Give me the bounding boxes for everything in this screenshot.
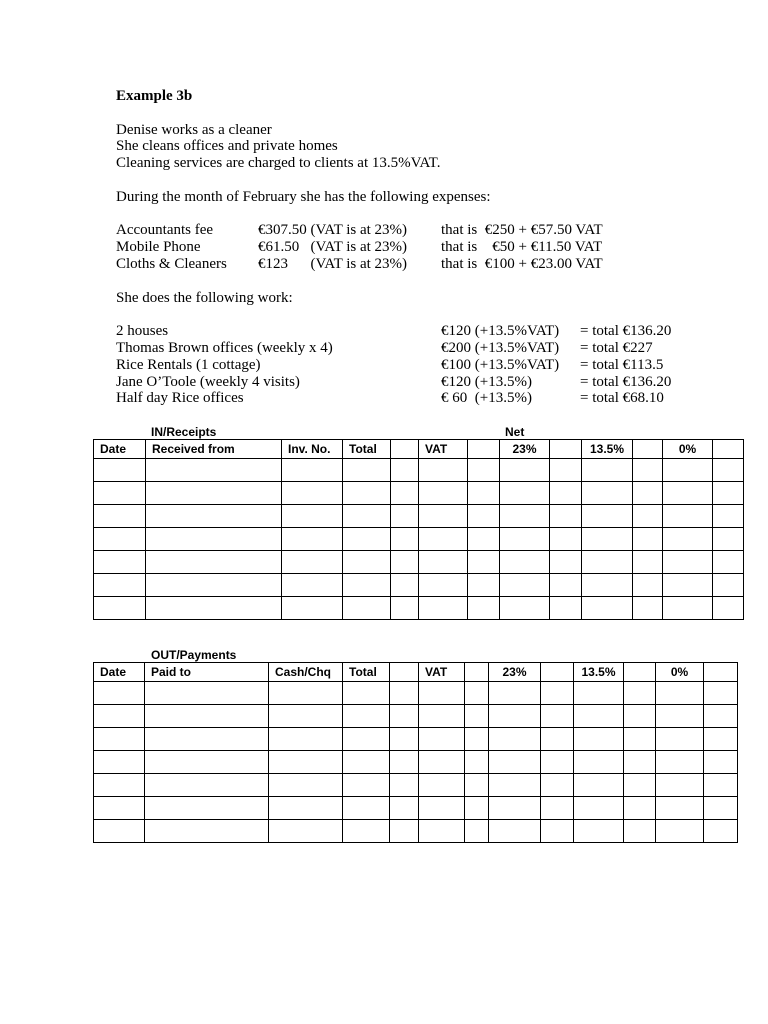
- header-blank: [633, 440, 663, 459]
- header-blank: [465, 663, 489, 682]
- intro-line: She cleans offices and private homes: [116, 138, 338, 154]
- table-row[interactable]: [94, 482, 744, 505]
- header-23: 23%: [489, 663, 541, 682]
- table-row[interactable]: [94, 682, 738, 705]
- intro-line: Denise works as a cleaner: [116, 122, 272, 138]
- out-payments-table: [93, 662, 738, 843]
- header-vat: VAT: [419, 440, 468, 459]
- expense-breakdown: that is €50 + €11.50 VAT: [441, 239, 603, 255]
- expense-name: Accountants fee: [116, 222, 214, 238]
- table-row[interactable]: [94, 574, 744, 597]
- in-table-net-label: Net: [505, 425, 525, 439]
- work-intro: She does the following work:: [116, 290, 293, 306]
- table-row[interactable]: [94, 459, 744, 482]
- work-charge: €120 (+13.5%VAT): [441, 323, 560, 339]
- expense-amount: €123 (VAT is at 23%): [258, 256, 408, 272]
- header-13-5: 13.5%: [574, 663, 624, 682]
- header-0: 0%: [663, 440, 713, 459]
- work-charge: €100 (+13.5%VAT): [441, 357, 560, 373]
- work-total: = total €113.5: [580, 357, 664, 373]
- work-name: Half day Rice offices: [116, 390, 244, 406]
- header-cash-chq: Cash/Chq: [269, 663, 343, 682]
- table-row[interactable]: [94, 551, 744, 574]
- header-blank: [390, 663, 419, 682]
- table-row[interactable]: [94, 705, 738, 728]
- table-row[interactable]: [94, 820, 738, 843]
- header-blank: [468, 440, 500, 459]
- header-total: Total: [343, 440, 391, 459]
- intro-line: Cleaning services are charged to clients at 13.5%VAT.: [116, 155, 441, 171]
- table-row[interactable]: [94, 751, 738, 774]
- header-blank: [624, 663, 656, 682]
- work-charge: €200 (+13.5%VAT): [441, 340, 560, 356]
- header-date: Date: [94, 440, 146, 459]
- header-0: 0%: [656, 663, 704, 682]
- work-total: = total €68.10: [580, 390, 664, 406]
- in-receipts-table: [93, 439, 744, 620]
- table-header-row: [94, 663, 738, 682]
- in-table-caption: IN/Receipts: [151, 425, 217, 439]
- header-blank: [713, 440, 744, 459]
- out-table-caption: OUT/Payments: [151, 648, 237, 662]
- header-13-5: 13.5%: [582, 440, 633, 459]
- expense-name: Cloths & Cleaners: [116, 256, 227, 272]
- header-total: Total: [343, 663, 390, 682]
- expense-breakdown: that is €100 + €23.00 VAT: [441, 256, 603, 272]
- table-row[interactable]: [94, 797, 738, 820]
- work-name: Rice Rentals (1 cottage): [116, 357, 261, 373]
- header-received-from: Received from: [146, 440, 282, 459]
- table-row[interactable]: [94, 528, 744, 551]
- work-charge: €120 (+13.5%): [441, 374, 532, 390]
- expense-name: Mobile Phone: [116, 239, 201, 255]
- header-blank: [704, 663, 738, 682]
- expenses-intro: During the month of February she has the following expenses:: [116, 189, 491, 205]
- table-row[interactable]: [94, 728, 738, 751]
- expense-amount: €307.50 (VAT is at 23%): [258, 222, 408, 238]
- header-date: Date: [94, 663, 145, 682]
- work-total: = total €227: [580, 340, 653, 356]
- header-blank: [541, 663, 574, 682]
- header-23: 23%: [500, 440, 550, 459]
- header-inv-no: Inv. No.: [282, 440, 343, 459]
- header-blank: [391, 440, 419, 459]
- work-total: = total €136.20: [580, 374, 672, 390]
- table-header-row: [94, 440, 744, 459]
- expense-breakdown: that is €250 + €57.50 VAT: [441, 222, 603, 238]
- header-paid-to: Paid to: [145, 663, 269, 682]
- table-row[interactable]: [94, 505, 744, 528]
- work-total: = total €136.20: [580, 323, 672, 339]
- work-name: Thomas Brown offices (weekly x 4): [116, 340, 333, 356]
- work-name: 2 houses: [116, 323, 169, 339]
- header-vat: VAT: [419, 663, 465, 682]
- table-row[interactable]: [94, 774, 738, 797]
- header-blank: [550, 440, 582, 459]
- page-title: Example 3b: [116, 88, 193, 104]
- work-charge: € 60 (+13.5%): [441, 390, 532, 406]
- expense-amount: €61.50 (VAT is at 23%): [258, 239, 408, 255]
- table-row[interactable]: [94, 597, 744, 620]
- work-name: Jane O’Toole (weekly 4 visits): [116, 374, 300, 390]
